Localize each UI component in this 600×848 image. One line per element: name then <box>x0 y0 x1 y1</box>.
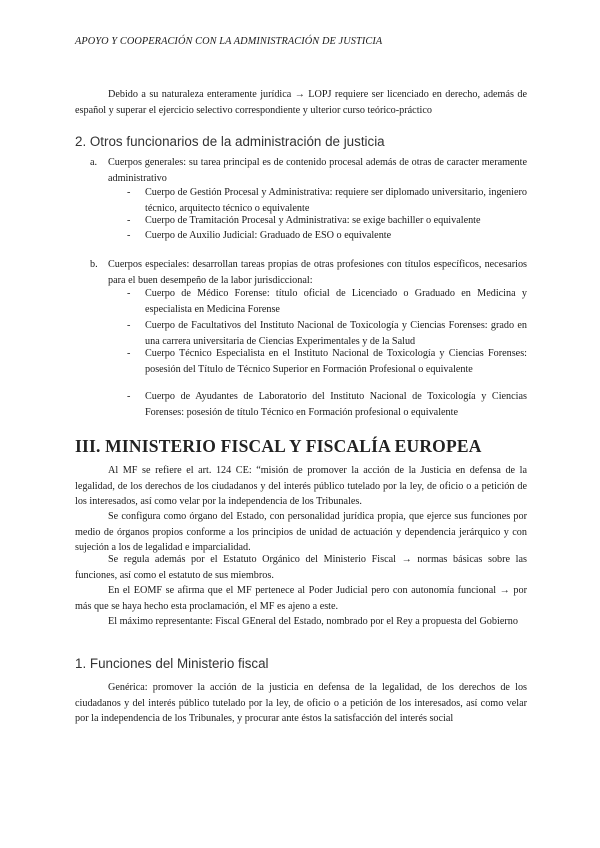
section-3-heading: III. MINISTERIO FISCAL Y FISCALÍA EUROPEA <box>75 436 482 456</box>
list-item-text: Cuerpo de Ayudantes de Laboratorio del Instituto Nacional de Toxicología y Ciencias Forenses: posesión de título Técnico en Formación profesional o equivalente <box>145 391 527 418</box>
list-item-text: Cuerpo de Facultativos del Instituto Nacional de Toxicología y Ciencias Forenses: grado en una carrera universitaria de Ciencias Experimentales y de la Salud <box>145 320 527 347</box>
dash-marker: - <box>127 391 131 402</box>
list-item-text: Cuerpo de Médico Forense: título oficial de Licenciado o Graduado en Medicina y especialista en Medicina Forense <box>145 288 527 315</box>
mf-paragraph: Al MF se refiere el art. 124 CE: “misión de promover la acción de la Justicia en defensa de la legalidad, de los derechos de los ciudadanos y del interés público tutelado por la ley, de oficio o a petición de los interesados, así como velar por la independencia de los Tribunales. <box>75 465 527 507</box>
list-item-text: Cuerpo de Auxilio Judicial: Graduado de ESO o equivalente <box>145 230 392 241</box>
section-3-1-heading: 1. Funciones del Ministerio fiscal <box>75 656 269 671</box>
dash-marker: - <box>127 230 131 241</box>
dash-marker: - <box>127 288 131 299</box>
functions-paragraph: Genérica: promover la acción de la justicia en defensa de la legalidad, de los derechos de los ciudadanos y del interés público tutelado por la ley, de oficio o a petición de los interesados, así como velar por la independencia de los Tribunales, y procurar ante éstos la satisfacción del interés social <box>75 682 527 724</box>
dash-marker: - <box>127 215 131 226</box>
dash-marker: - <box>127 187 131 198</box>
intro-paragraph: Debido a su naturaleza enteramente jurídica → LOPJ requiere ser licenciado en derecho, además de español y superar el ejercicio selectivo correspondiente y ulterior curso teórico-práctico <box>75 89 527 116</box>
list-item-a-text: Cuerpos generales: su tarea principal es de contenido procesal además de otras de caracter meramente administrativo <box>108 157 527 184</box>
list-item-text: Cuerpo de Gestión Procesal y Administrativa: requiere ser diplomado universitario, ingeniero técnico, arquitecto técnico o equivalente <box>145 187 527 214</box>
running-header: APOYO Y COOPERACIÓN CON LA ADMINISTRACIÓN DE JUSTICIA <box>75 36 383 47</box>
list-item-text: Cuerpo de Tramitación Procesal y Administrativa: se exige bachiller o equivalente <box>145 215 481 226</box>
mf-paragraph: Se configura como órgano del Estado, con personalidad jurídica propia, que ejerce sus funciones por medio de órganos propios conforme a los principios de unidad de actuación y dependencia jerárquico y con sujeción a los de legalidad e imparcialidad. <box>75 511 527 553</box>
mf-paragraph: El máximo representante: Fiscal GEneral del Estado, nombrado por el Rey a propuesta del Gobierno <box>108 616 518 627</box>
dash-marker: - <box>127 320 131 331</box>
mf-paragraph: Se regula además por el Estatuto Orgánico del Ministerio Fiscal → normas básicas sobre las funciones, así como el estatuto de sus miembros. <box>75 554 527 581</box>
section-2-heading: 2. Otros funcionarios de la administración de justicia <box>75 134 385 149</box>
list-marker-b: b. <box>90 259 98 270</box>
list-item-text: Cuerpo Técnico Especialista en el Instituto Nacional de Toxicología y Ciencias Forenses: posesión del Título de Técnico Superior en Formación Profesional o equivalente <box>145 348 527 375</box>
mf-paragraph: En el EOMF se afirma que el MF pertenece al Poder Judicial pero con autonomía funcional → por más que se haya hecho esta proclamación, el MF es ajeno a este. <box>75 585 527 612</box>
list-marker-a: a. <box>90 157 98 168</box>
list-item-b-text: Cuerpos especiales: desarrollan tareas propias de otras profesiones con títulos específicos, necesarios para el buen desempeño de la labor jurisdiccional: <box>108 259 527 286</box>
dash-marker: - <box>127 348 131 359</box>
